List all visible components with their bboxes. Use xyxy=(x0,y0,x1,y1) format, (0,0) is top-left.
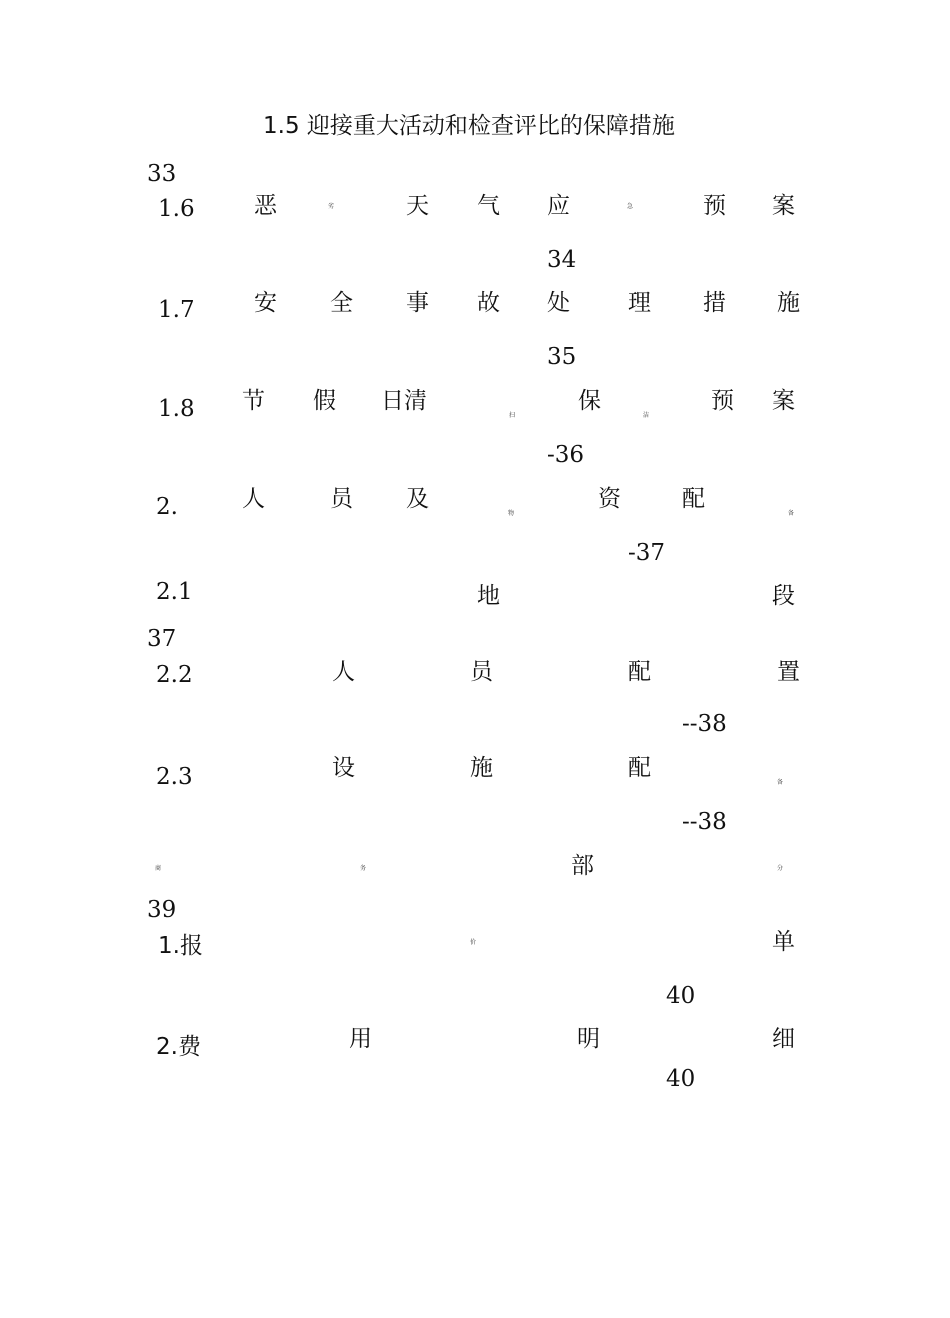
entry-char: 保 xyxy=(578,388,601,414)
entry-char-small: 价 xyxy=(470,939,477,946)
entry-char: 及 xyxy=(406,486,429,512)
entry-char: 日清 xyxy=(381,388,427,414)
entry-char-small: 备 xyxy=(777,779,784,786)
entry-char: 案 xyxy=(772,193,795,219)
entry-char: 事 xyxy=(406,290,429,316)
entry-char: 明 xyxy=(577,1026,600,1052)
entry-number: 1.7 xyxy=(158,297,195,323)
page-number: 35 xyxy=(547,344,577,370)
entry-number: 2.费 xyxy=(156,1034,201,1060)
entry-char: 安 xyxy=(254,290,277,316)
entry-number: 1.报 xyxy=(158,933,203,959)
entry-char: 员 xyxy=(470,659,493,685)
entry-char: 段 xyxy=(772,583,795,609)
entry-char: 恶 xyxy=(254,193,277,219)
entry-char: 理 xyxy=(628,290,651,316)
entry-char: 施 xyxy=(777,290,800,316)
entry-char: 员 xyxy=(330,486,353,512)
entry-char: 全 xyxy=(330,290,353,316)
page-number: 40 xyxy=(666,983,696,1009)
entry-char: 措 xyxy=(703,290,726,316)
page-number: 34 xyxy=(547,247,577,273)
entry-char: 细 xyxy=(772,1026,795,1052)
entry-char-small: 洁 xyxy=(643,412,650,419)
entry-char: 置 xyxy=(777,659,800,685)
entry-char-small: 商 xyxy=(155,865,162,872)
entry-number: 2.2 xyxy=(156,662,193,688)
entry-char: 假 xyxy=(313,388,336,414)
entry-char: 人 xyxy=(242,486,265,512)
entry-char: 资 xyxy=(598,486,621,512)
entry-char: 部 xyxy=(571,853,594,879)
entry-number: 2. xyxy=(156,494,178,520)
entry-char-small: 务 xyxy=(360,865,367,872)
entry-char: 案 xyxy=(772,388,795,414)
entry-char: 配 xyxy=(682,486,705,512)
entry-char: 单 xyxy=(772,929,795,955)
entry-char: 地 xyxy=(477,583,500,609)
entry-char: 配 xyxy=(628,659,651,685)
entry-char-small: 物 xyxy=(508,510,515,517)
entry-char: 配 xyxy=(628,755,651,781)
page-number: 33 xyxy=(147,161,177,187)
page-number: -36 xyxy=(547,442,585,468)
entry-char: 预 xyxy=(711,388,734,414)
entry-char-small: 分 xyxy=(777,865,784,872)
page-number: 39 xyxy=(147,897,177,923)
entry-number: 2.3 xyxy=(156,764,193,790)
page-number: -37 xyxy=(628,540,666,566)
entry-char: 设 xyxy=(332,755,355,781)
entry-char: 气 xyxy=(477,193,500,219)
entry-char: 施 xyxy=(470,755,493,781)
entry-char-small: 扫 xyxy=(509,412,516,419)
entry-char-small: 劣 xyxy=(328,203,335,210)
entry-char-small: 备 xyxy=(788,510,795,517)
entry-char: 天 xyxy=(406,193,429,219)
entry-char: 处 xyxy=(547,290,570,316)
page-number: 37 xyxy=(147,626,177,652)
toc-heading-1-5: 1.5 迎接重大活动和检查评比的保障措施 xyxy=(263,113,675,139)
entry-char-small: 急 xyxy=(627,203,634,210)
entry-char: 故 xyxy=(477,290,500,316)
entry-char: 预 xyxy=(703,193,726,219)
entry-char: 用 xyxy=(349,1026,372,1052)
entry-char: 人 xyxy=(332,659,355,685)
page-number: --38 xyxy=(682,809,727,835)
entry-char: 应 xyxy=(547,193,570,219)
entry-char: 节 xyxy=(242,388,265,414)
page-number: --38 xyxy=(682,711,727,737)
page-number: 40 xyxy=(666,1066,696,1092)
entry-number: 1.8 xyxy=(158,396,195,422)
entry-number: 2.1 xyxy=(156,579,193,605)
entry-number: 1.6 xyxy=(158,196,195,222)
